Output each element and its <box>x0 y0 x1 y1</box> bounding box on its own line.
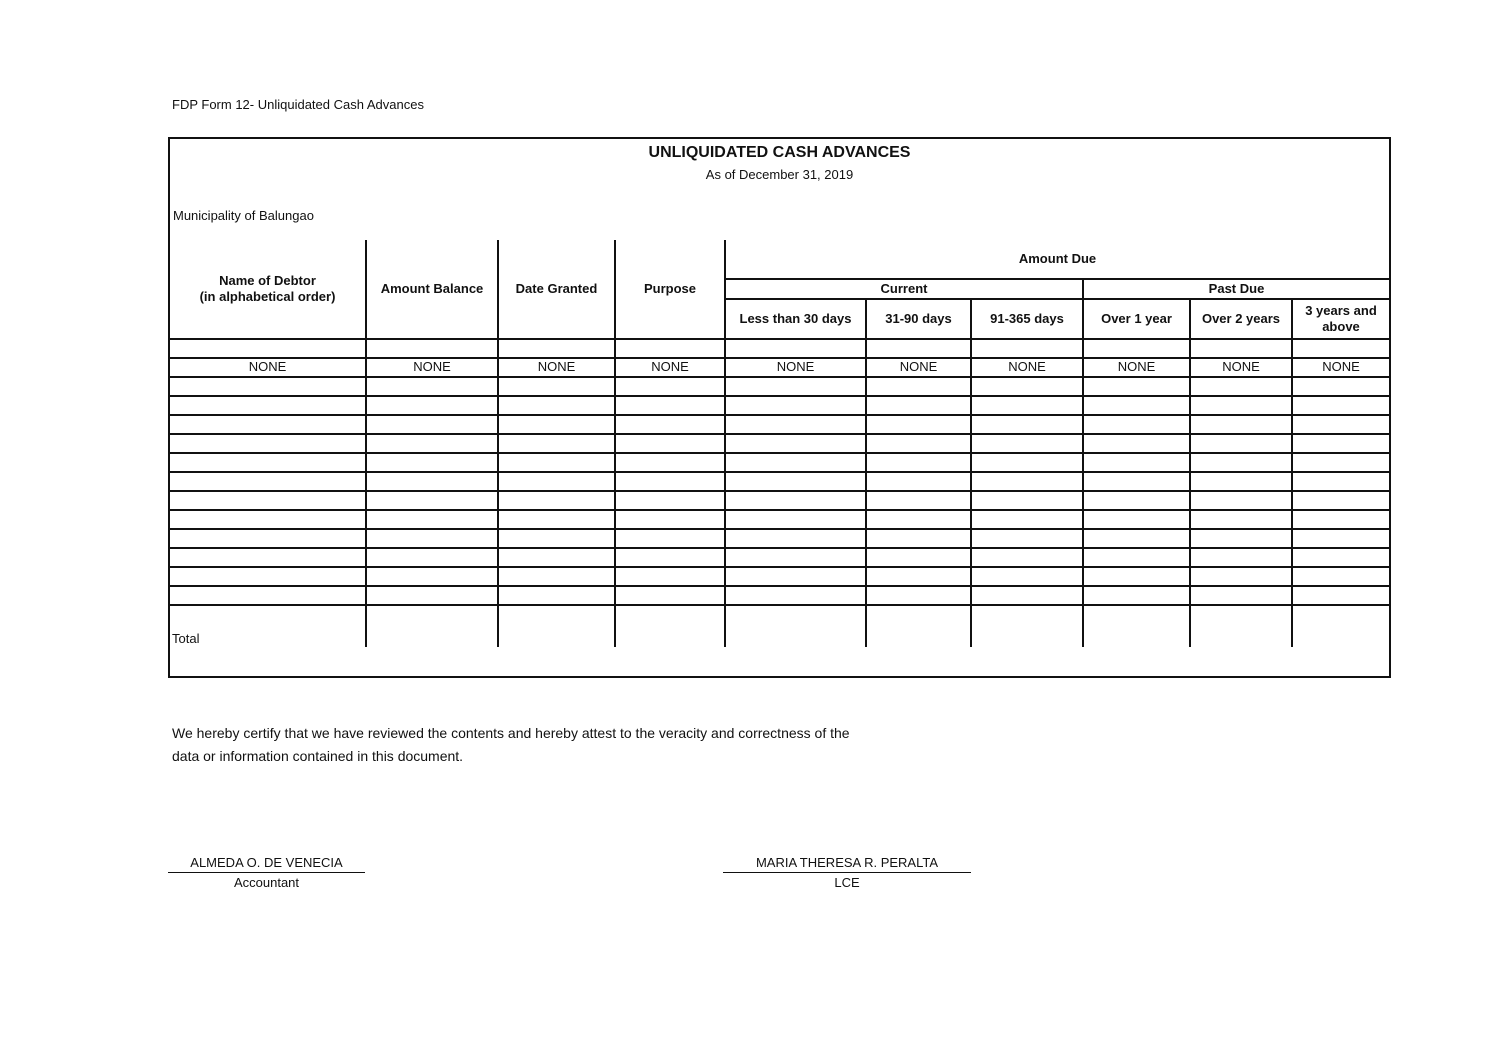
header-current: Current <box>725 279 1083 299</box>
table-row <box>170 491 1389 510</box>
certification-text: We hereby certify that we have reviewed the contents and hereby attest to the veracity and correctness of the data or information contained in this document. <box>172 725 850 764</box>
header-31-90-days: 31-90 days <box>866 299 971 339</box>
total-label: Total <box>170 605 366 647</box>
cell-date-granted: NONE <box>498 358 615 377</box>
header-purpose: Purpose <box>615 240 725 339</box>
header-name-line1: Name of Debtor <box>219 272 316 288</box>
table-row <box>170 548 1389 567</box>
header-91-365-days: 91-365 days <box>971 299 1083 339</box>
table-row <box>170 396 1389 415</box>
table-row <box>170 586 1389 605</box>
lce-signature <box>723 855 971 890</box>
report-date: As of December 31, 2019 <box>705 167 854 182</box>
cell-name: NONE <box>170 358 366 377</box>
cell-91-365: NONE <box>971 358 1083 377</box>
header-amount-due: Amount Due <box>725 240 1389 279</box>
cell-amount-balance: NONE <box>366 358 498 377</box>
table-row <box>170 434 1389 453</box>
cell-over-3: NONE <box>1292 358 1389 377</box>
header-name-line2: (in alphabetical order) <box>199 289 336 304</box>
lce-name: MARIA THERESA R. PERALTA <box>723 855 971 873</box>
cell-less-than-30: NONE <box>725 358 866 377</box>
accountant-name: ALMEDA O. DE VENECIA <box>168 855 365 873</box>
header-date-granted: Date Granted <box>498 240 615 339</box>
table-row <box>170 510 1389 529</box>
accountant-signature <box>168 855 365 890</box>
table-row <box>170 339 1389 358</box>
report-title: UNLIQUIDATED CASH ADVANCES <box>648 144 911 161</box>
cell-31-90: NONE <box>866 358 971 377</box>
cell-purpose: NONE <box>615 358 725 377</box>
cell-over-1: NONE <box>1083 358 1190 377</box>
table-row <box>170 453 1389 472</box>
table-row <box>170 377 1389 396</box>
header-name-of-debtor <box>170 240 366 339</box>
cash-advances-table <box>170 240 1389 647</box>
table-row <box>170 358 1389 377</box>
header-over-2-years: Over 2 years <box>1190 299 1292 339</box>
municipality-label: Municipality of Balungao <box>173 208 314 223</box>
form-label: FDP Form 12- Unliquidated Cash Advances <box>172 97 424 112</box>
cell-over-2: NONE <box>1190 358 1292 377</box>
table-row <box>170 529 1389 548</box>
table-row <box>170 415 1389 434</box>
header-3-years-and-above: 3 years and above <box>1292 299 1389 339</box>
report-frame <box>168 137 1391 678</box>
header-amount-balance: Amount Balance <box>366 240 498 339</box>
header-less-than-30-days: Less than 30 days <box>725 299 866 339</box>
header-over-1-year: Over 1 year <box>1083 299 1190 339</box>
total-row <box>170 605 1389 647</box>
table-row <box>170 567 1389 586</box>
lce-role: LCE <box>834 875 860 890</box>
table-row <box>170 472 1389 491</box>
accountant-role: Accountant <box>233 875 300 890</box>
header-past-due: Past Due <box>1083 279 1389 299</box>
